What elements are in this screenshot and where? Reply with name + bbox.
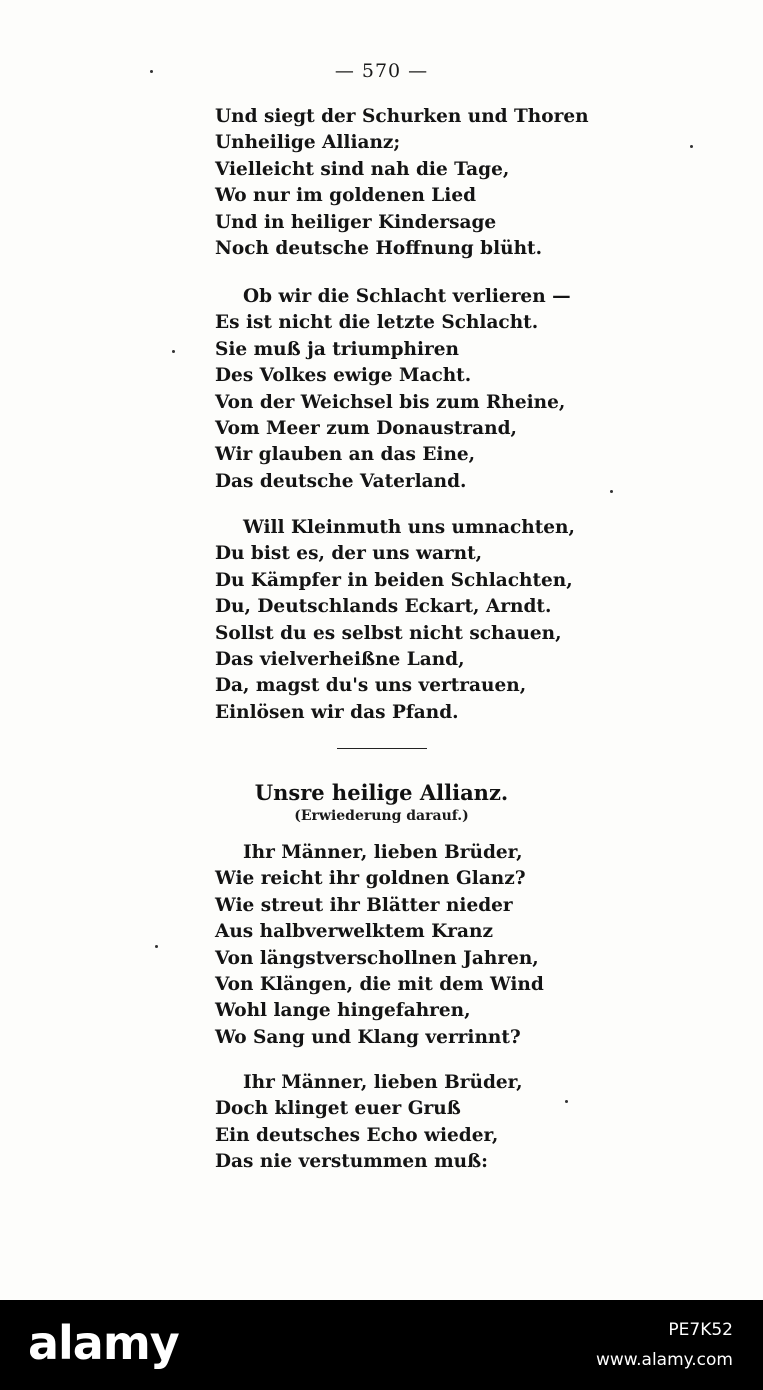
stanza-4 [215,840,544,1051]
verse-line: Wir glauben an das Eine, [215,444,476,466]
poem-subtitle: (Erwiederung darauf.) [294,808,469,824]
verse-line: Das vielverheißne Land, [215,648,465,670]
section-divider [337,748,427,749]
poem-title: Unsre heilige Allianz. [254,780,509,805]
verse-line: Du bist es, der uns warnt, [215,543,483,565]
stanza-2 [215,284,571,495]
verse-line: Will Kleinmuth uns umnachten, [243,517,575,538]
page-number: — 570 — [334,60,429,82]
verse-line: Ihr Männer, lieben Brüder, [243,842,523,863]
image-id: PE7K52 [668,1320,733,1340]
verse-line: Wohl lange hingefahren, [215,1000,471,1022]
verse-line: Ein deutsches Echo wieder, [215,1124,499,1146]
verse-line: Du, Deutschlands Eckart, Arndt. [215,596,552,618]
verse-line: Einlösen wir das Pfand. [215,701,459,723]
verse-line: Von Klängen, die mit dem Wind [215,973,544,995]
scan-speck [155,945,158,948]
verse-line: Sollst du es selbst nicht schauen, [215,622,562,644]
verse-line: Es ist nicht die letzte Schlacht. [215,312,539,334]
watermark-bar [0,1300,763,1390]
verse-line: Und in heiliger Kindersage [215,211,497,233]
verse-line: Von der Weichsel bis zum Rheine, [215,391,566,413]
scan-speck [690,145,693,148]
verse-line: Noch deutsche Hoffnung blüht. [215,237,543,259]
verse-line: Das nie verstummen muß: [215,1151,488,1173]
stanza-3 [215,515,575,726]
verse-line: Das deutsche Vaterland. [215,470,467,492]
verse-line: Du Kämpfer in beiden Schlachten, [215,569,573,591]
scan-speck [172,350,175,353]
verse-line: Wie streut ihr Blätter nieder [215,894,513,916]
verse-line: Ob wir die Schlacht verlieren — [243,286,571,307]
stanza-5 [215,1070,523,1176]
site-url: www.alamy.com [595,1350,733,1370]
verse-line: Ihr Männer, lieben Brüder, [243,1072,523,1093]
alamy-logo: alamy [28,1316,179,1370]
verse-line: Des Volkes ewige Macht. [215,365,472,387]
verse-line: Wo Sang und Klang verrinnt? [215,1026,521,1048]
scan-speck [150,70,153,73]
verse-line: Und siegt der Schurken und Thoren [215,106,589,127]
verse-line: Vielleicht sind nah die Tage, [215,158,510,180]
verse-line: Von längstverschollnen Jahren, [215,947,539,969]
verse-line: Vom Meer zum Donaustrand, [215,417,517,439]
scan-speck [610,490,613,493]
verse-line: Wie reicht ihr goldnen Glanz? [215,868,526,890]
verse-line: Aus halbverwelktem Kranz [215,921,493,943]
stanza-1 [215,104,589,262]
verse-line: Unheilige Allianz; [215,132,401,154]
verse-line: Wo nur im goldenen Lied [215,185,477,207]
verse-line: Doch klinget euer Gruß [215,1098,461,1120]
scan-speck [565,1100,568,1103]
verse-line: Sie muß ja triumphiren [215,338,459,360]
verse-line: Da, magst du's uns vertrauen, [215,675,527,697]
